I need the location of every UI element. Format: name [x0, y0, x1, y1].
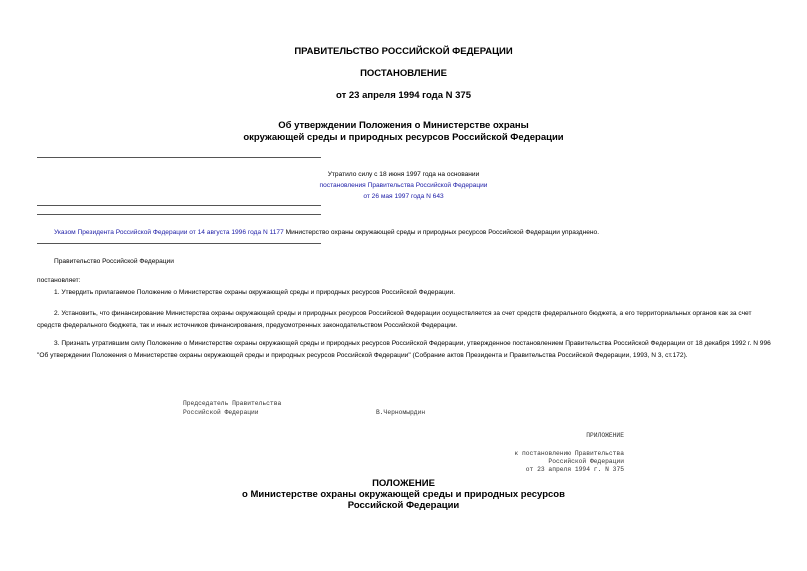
appendix-ref-line3: от 23 апреля 1994 г. N 375	[525, 466, 624, 473]
divider	[37, 214, 321, 215]
paragraph-2: 2. Установить, что финансирование Министерства охраны окружающей среды и природных ресурсов Российской Федерации осуществляется за счет средств федерального бюджета, а его территориальных органов как за счет средств федерального бюджета, так и иных источников финансирования, предусмотренных законодательством Российской Федерации.	[37, 310, 752, 329]
appendix-ref-line2: Российской Федерации	[548, 458, 624, 465]
status-note-text: Утратило силу с 18 июня 1997 года на основании	[327, 171, 480, 178]
paragraph-1: 1. Утвердить прилагаемое Положение о Министерстве охраны окружающей среды и природных ресурсов Российской Федерации.	[54, 289, 456, 296]
decree-link[interactable]: Указом Президента Российской Федерации от 14 августа 1996 года N 1177	[54, 229, 284, 236]
government-heading: ПРАВИТЕЛЬСТВО РОССИЙСКОЙ ФЕДЕРАЦИИ	[294, 46, 513, 57]
divider	[37, 205, 321, 206]
regulation-subtitle-line1: о Министерстве охраны окружающей среды и природных ресурсов	[242, 489, 565, 500]
resolves: постановляет:	[37, 277, 81, 284]
status-note-link-date[interactable]: от 26 мая 1997 года N 643	[363, 193, 444, 200]
signatory-name: В.Черномырдин	[376, 409, 426, 416]
document-date-number: от 23 апреля 1994 года N 375	[336, 90, 471, 101]
preamble: Правительство Российской Федерации	[54, 258, 174, 265]
decree-note	[54, 227, 794, 238]
divider	[37, 157, 321, 158]
regulation-subtitle-line2: Российской Федерации	[347, 500, 460, 511]
decree-note-text: Министерство охраны окружающей среды и природных ресурсов Российской Федерации упразднено.	[283, 229, 600, 236]
document-type: ПОСТАНОВЛЕНИЕ	[360, 68, 447, 79]
document-title-line2: окружающей среды и природных ресурсов Российской Федерации	[243, 132, 564, 143]
signatory-position-line1: Председатель Правительства	[183, 400, 282, 407]
status-note-link[interactable]: постановления Правительства Российской Федерации	[319, 182, 488, 189]
signatory-position-line2: Российской Федерации	[183, 409, 259, 416]
paragraph-3: 3. Признать утратившим силу Положение о Министерстве охраны окружающей среды и природных ресурсов Российской Федерации, утвержденное постановлением Правительства Российской Федерации от 18 декабря 1992 г. N 996 "Об утверждении Положения о Министерстве охраны окружающей среды и природных ресурсов Российской Федерации" (Собрание актов Президента и Правительства Российской Федерации, 1993, N 3, ст.172).	[37, 340, 771, 359]
divider	[37, 243, 321, 244]
appendix-label: ПРИЛОЖЕНИЕ	[586, 432, 624, 439]
document-title-line1: Об утверждении Положения о Министерстве охраны	[278, 120, 529, 131]
regulation-title: ПОЛОЖЕНИЕ	[372, 478, 435, 489]
appendix-ref-line1: к постановлению Правительства	[514, 450, 624, 457]
